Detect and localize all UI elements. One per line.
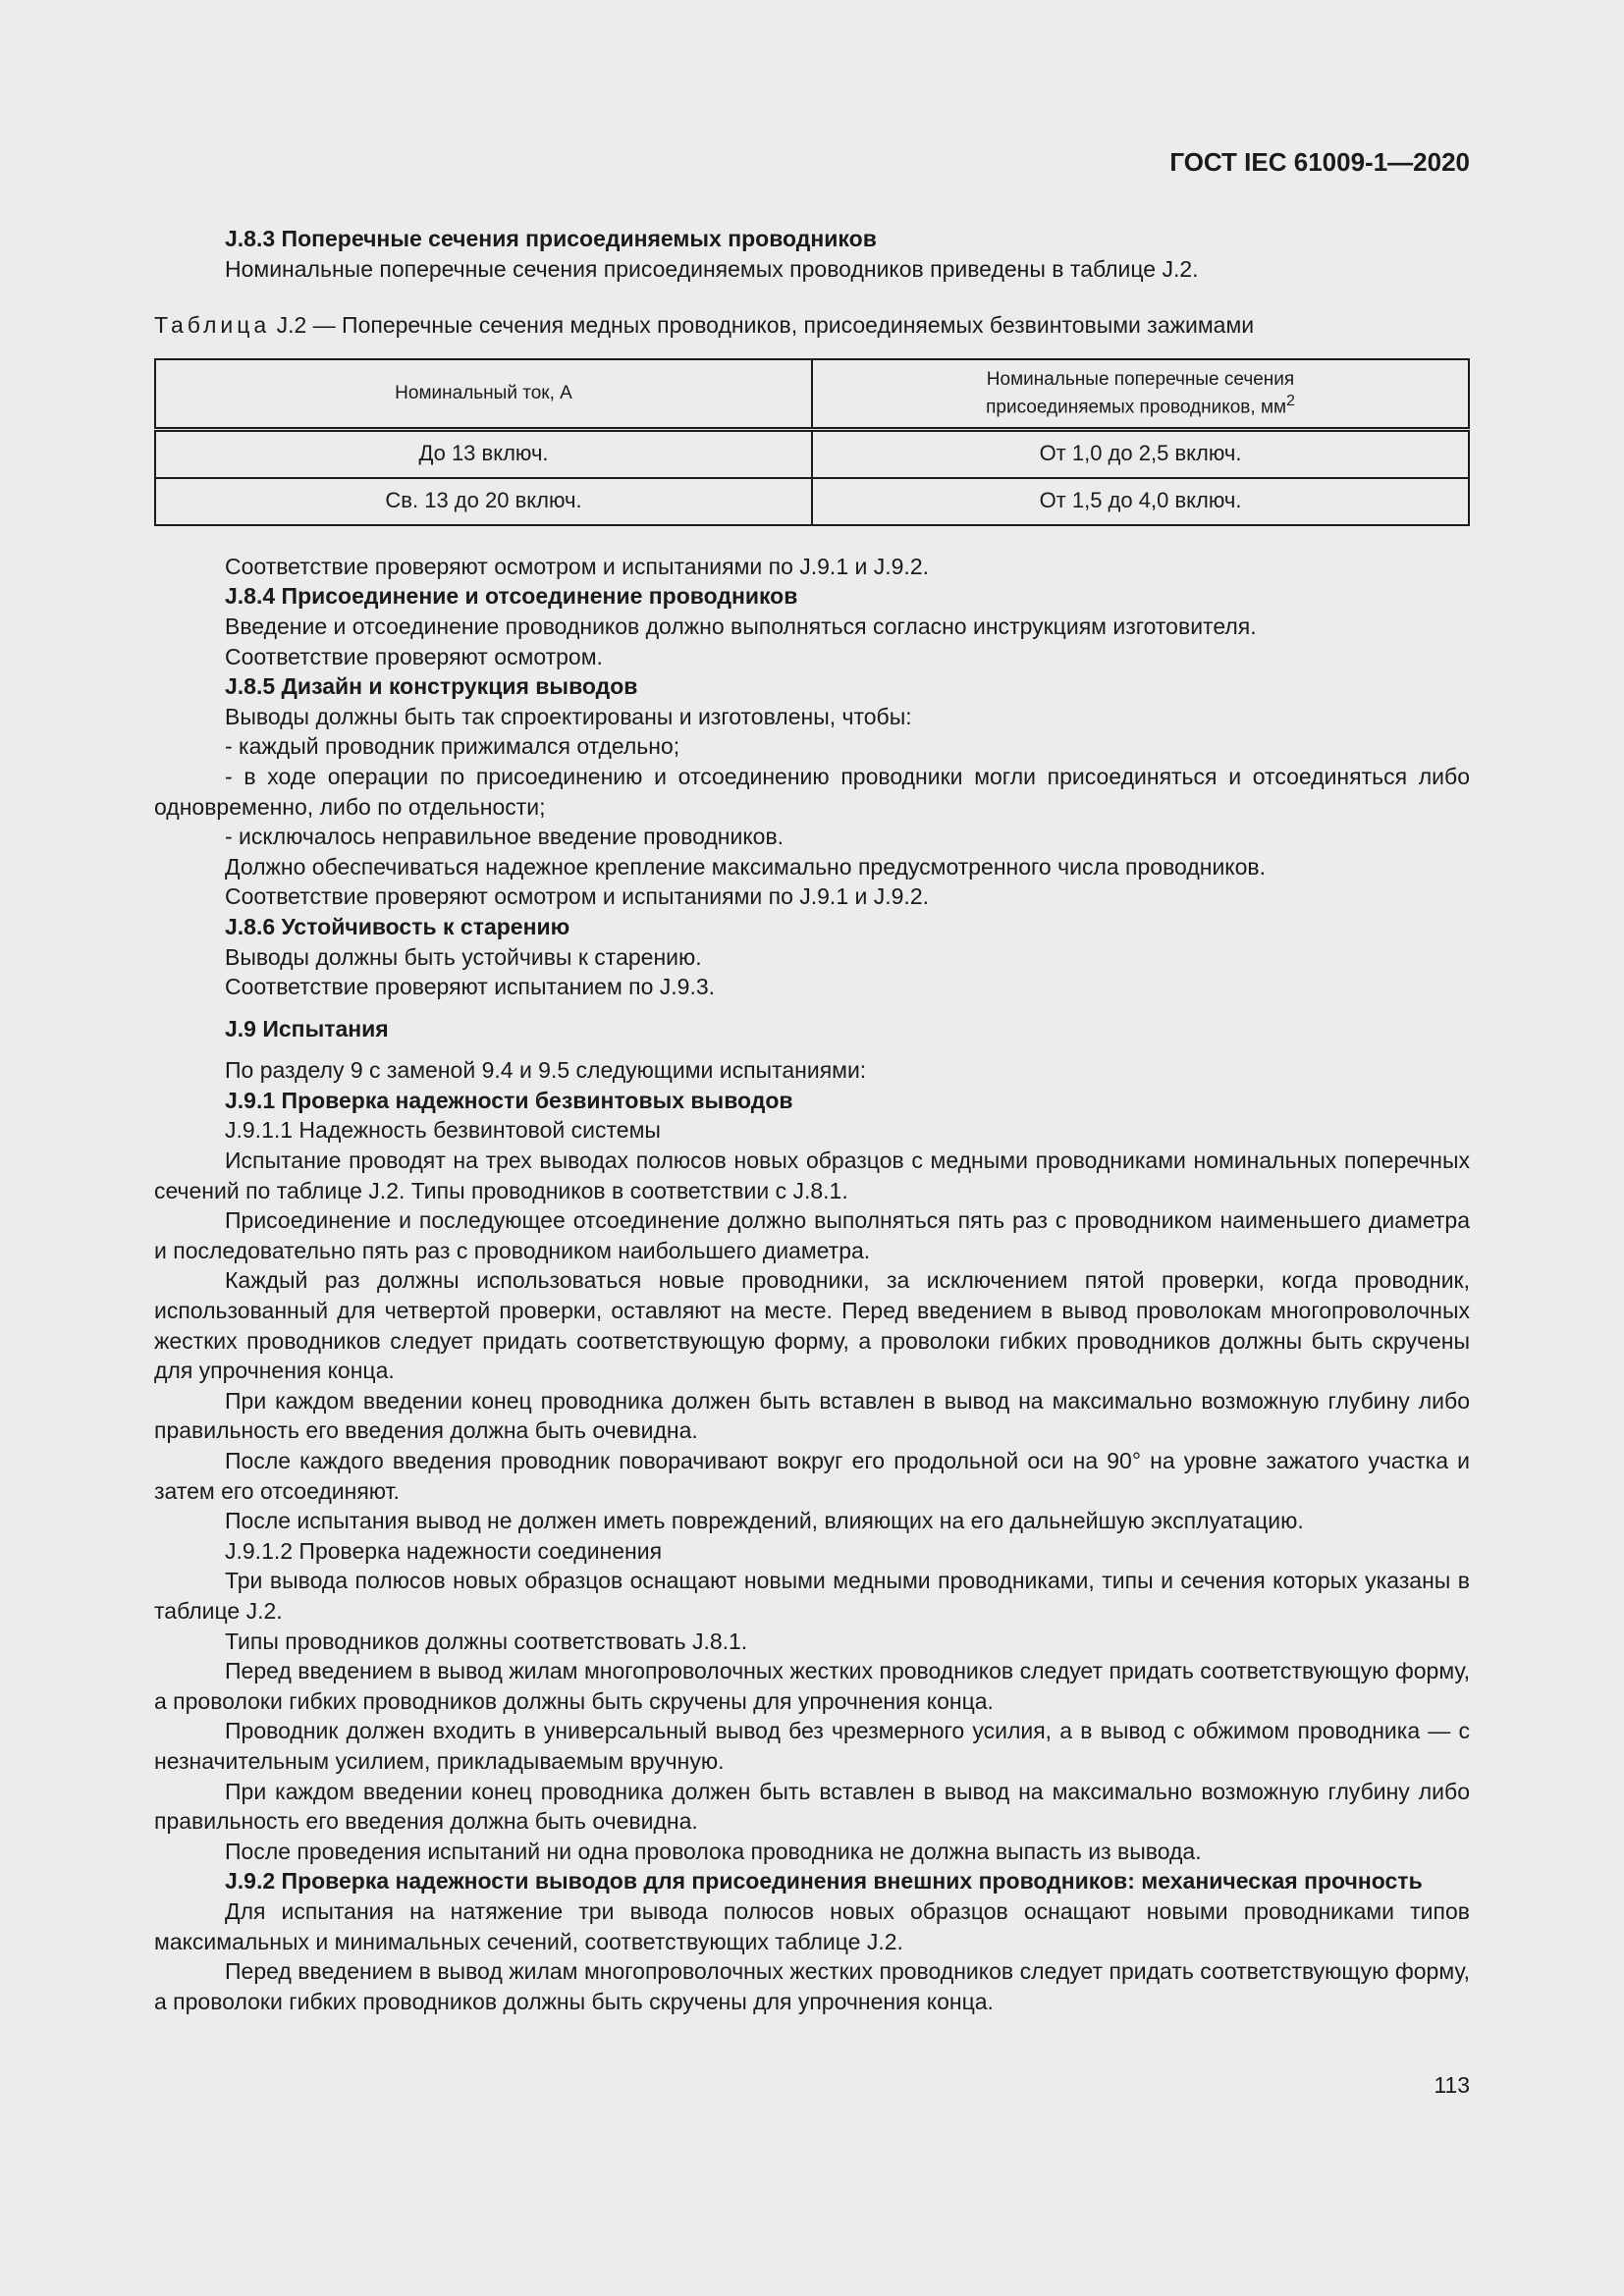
list-item: - в ходе операции по присоединению и отсоединению проводники могли присоединяться и отсоединяться либо одновременно, либо по отдельности; xyxy=(154,763,1470,820)
paragraph: Три вывода полюсов новых образцов оснащают новыми медными проводниками, типы и сечения которых указаны в таблице J.2. xyxy=(154,1568,1470,1624)
document-body xyxy=(154,224,1470,2016)
cell-section: От 1,5 до 4,0 включ. xyxy=(812,478,1469,525)
section-heading-j86: J.8.6 Устойчивость к старению xyxy=(225,913,570,939)
paragraph: По разделу 9 с заменой 9.4 и 9.5 следующими испытаниями: xyxy=(225,1057,867,1084)
paragraph: Типы проводников должны соответствовать J.8.1. xyxy=(225,1628,748,1654)
section-heading-j84: J.8.4 Присоединение и отсоединение проводников xyxy=(225,583,798,610)
list-item: - каждый проводник прижимался отдельно; xyxy=(225,733,680,760)
paragraph: Соответствие проверяют осмотром. xyxy=(225,643,603,669)
paragraph: Соответствие проверяют осмотром и испытаниями по J.9.1 и J.9.2. xyxy=(225,553,929,579)
section-heading-j85: J.8.5 Дизайн и конструкция выводов xyxy=(225,673,638,700)
paragraph: Каждый раз должны использоваться новые проводники, за исключением пятой проверки, когда проводник, использованный для четвертой проверки, оставляют на месте. Перед введением в вывод проволокам многопроволочных жестких проводников следует придать соответствующую форму, а проволоки гибких проводников должны быть скручены для упрочнения конца. xyxy=(154,1267,1470,1384)
paragraph: Должно обеспечиваться надежное крепление максимально предусмотренного числа проводников. xyxy=(225,853,1267,880)
section-heading-j91: J.9.1 Проверка надежности безвинтовых выводов xyxy=(225,1087,793,1113)
paragraph: При каждом введении конец проводника должен быть вставлен в вывод на максимально возможную глубину либо правильность его введения должна быть очевидна. xyxy=(154,1387,1470,1444)
col-header-section-sup: 2 xyxy=(1286,392,1295,409)
paragraph: Выводы должны быть устойчивы к старению. xyxy=(225,943,702,970)
paragraph: Выводы должны быть так спроектированы и изготовлены, чтобы: xyxy=(225,703,912,729)
cell-current: До 13 включ. xyxy=(155,429,812,478)
document-code: ГОСТ IEC 61009-1—2020 xyxy=(1169,147,1470,177)
table-caption-label: Таблица xyxy=(154,312,271,339)
table-row xyxy=(155,429,1469,478)
col-header-section-line2: присоединяемых проводников, мм xyxy=(986,396,1287,417)
paragraph: Для испытания на натяжение три вывода полюсов новых образцов оснащают новыми проводниками типов максимальных и минимальных сечений, соответствующих таблице J.2. xyxy=(154,1897,1470,1954)
paragraph: После каждого введения проводник поворачивают вокруг его продольной оси на 90° на уровне зажатого участка и затем его отсоединяют. xyxy=(154,1448,1470,1504)
col-header-section-line1: Номинальные поперечные сечения xyxy=(986,368,1295,390)
paragraph: При каждом введении конец проводника должен быть вставлен в вывод на максимально возможную глубину либо правильность его введения должна быть очевидна. xyxy=(154,1778,1470,1835)
subsection-title: J.9.1.2 Проверка надежности соединения xyxy=(225,1537,663,1564)
col-header-section xyxy=(812,359,1469,430)
paragraph: Испытание проводят на трех выводах полюсов новых образцов с медными проводниками номинальных поперечных сечений по таблице J.2. Типы проводников в соответствии с J.8.1. xyxy=(154,1148,1470,1203)
page-number: 113 xyxy=(1434,2072,1470,2098)
section-heading-j83: J.8.3 Поперечные сечения присоединяемых проводников xyxy=(225,226,877,251)
paragraph: Введение и отсоединение проводников должно выполняться согласно инструкциям изготовителя. xyxy=(225,613,1257,639)
paragraph: Соответствие проверяют испытанием по J.9.3. xyxy=(225,974,716,1000)
paragraph: После испытания вывод не должен иметь повреждений, влияющих на его дальнейшую эксплуатацию. xyxy=(225,1508,1304,1534)
paragraph: Перед введением в вывод жилам многопроволочных жестких проводников следует придать соответствующую форму, а проволоки гибких проводников должны быть скручены для упрочнения конца. xyxy=(154,1958,1470,2014)
table-caption-text: J.2 — Поперечные сечения медных проводников, присоединяемых безвинтовыми зажимами xyxy=(276,312,1255,339)
paragraph: После проведения испытаний ни одна проволока проводника не должна выпасть из вывода. xyxy=(225,1838,1202,1864)
section-heading-j92: J.9.2 Проверка надежности выводов для присоединения внешних проводников: механическая прочность xyxy=(225,1868,1423,1895)
cell-current: Св. 13 до 20 включ. xyxy=(155,478,812,525)
paragraph: Проводник должен входить в универсальный вывод без чрезмерного усилия, а в вывод с обжимом проводника — с незначительным усилием, прикладываемым вручную. xyxy=(154,1718,1470,1774)
section-heading-j9: J.9 Испытания xyxy=(225,1015,389,1041)
table-caption xyxy=(154,310,1470,341)
paragraph: Присоединение и последующее отсоединение должно выполняться пять раз с проводником наименьшего диаметра и последовательно пять раз с проводником наибольшего диаметра. xyxy=(154,1207,1470,1263)
col-header-current: Номинальный ток, А xyxy=(155,359,812,430)
paragraph: Соответствие проверяют осмотром и испытаниями по J.9.1 и J.9.2. xyxy=(225,883,929,910)
paragraph: Перед введением в вывод жилам многопроволочных жестких проводников следует придать соответствующую форму, а проволоки гибких проводников должны быть скручены для упрочнения конца. xyxy=(154,1658,1470,1714)
paragraph: Номинальные поперечные сечения присоединяемых проводников приведены в таблице J.2. xyxy=(225,255,1199,282)
list-item: - исключалось неправильное введение проводников. xyxy=(225,824,785,850)
cell-section: От 1,0 до 2,5 включ. xyxy=(812,429,1469,478)
table-row xyxy=(155,478,1469,525)
subsection-title: J.9.1.1 Надежность безвинтовой системы xyxy=(225,1117,661,1144)
table-j2 xyxy=(154,358,1470,526)
table-header-row xyxy=(155,359,1469,430)
